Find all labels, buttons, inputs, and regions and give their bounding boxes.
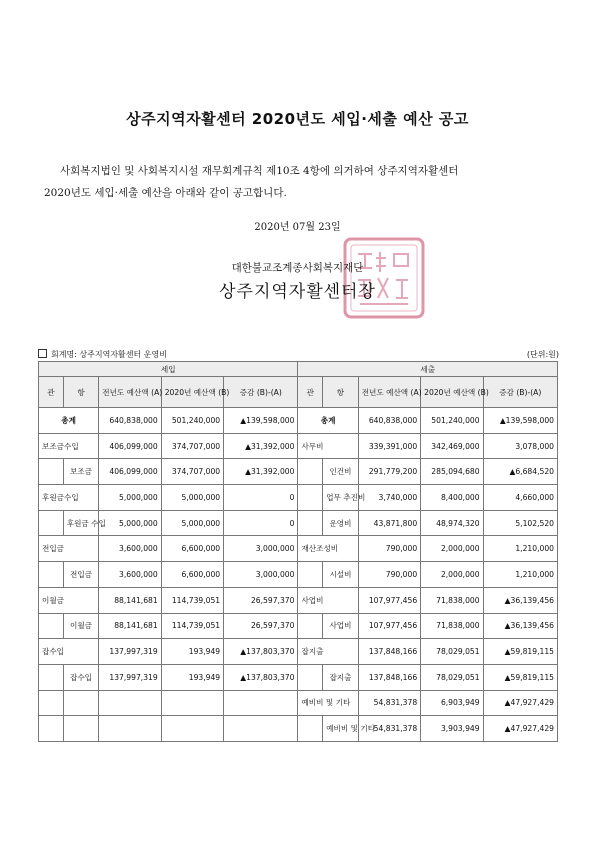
table-row (39, 716, 558, 742)
budget-table (38, 361, 558, 742)
revenue-hang-cell: 보조금 (63, 459, 99, 485)
expenditure-change-cell: ▲47,927,429 (483, 690, 557, 716)
expenditure-header: 세출 (298, 362, 558, 377)
revenue-hang-cell: 전입금 (63, 562, 99, 588)
organization-name: 대한불교조계종사회복지재단 (231, 262, 364, 274)
expenditure-gwan-cell: 잡지출 (298, 639, 358, 665)
expenditure-budget-2020-cell: 342,469,000 (421, 433, 483, 459)
col-hang: 항 (63, 377, 99, 408)
expenditure-change-cell: ▲6,684,520 (483, 459, 557, 485)
table-row (39, 639, 558, 665)
col-gwan: 관 (298, 377, 323, 408)
expenditure-prev-budget-cell: 137,848,166 (358, 639, 420, 665)
col-prev-budget: 전년도 예산액 (A) (99, 377, 161, 408)
account-label: 회계명: 상주지역자활센터 운영비 (51, 350, 167, 359)
expenditure-gwan-cell (298, 459, 323, 485)
table-row (39, 485, 558, 511)
revenue-hang-cell: 후원금 수입 (63, 510, 99, 536)
revenue-prev-budget-cell: 88,141,681 (99, 587, 161, 613)
revenue-change-cell: 26,597,370 (224, 613, 298, 639)
revenue-prev-budget-cell: 640,838,000 (99, 408, 161, 434)
expenditure-hang-cell: 잡지출 (323, 664, 359, 690)
table-row (39, 587, 558, 613)
table-row (39, 510, 558, 536)
revenue-gwan-cell: 후원금수입 (39, 485, 99, 511)
expenditure-gwan-cell (298, 716, 323, 742)
table-row (39, 433, 558, 459)
expenditure-gwan-cell: 재산조성비 (298, 536, 358, 562)
expenditure-hang-cell: 운영비 (323, 510, 359, 536)
revenue-budget-2020-cell: 114,739,051 (161, 613, 223, 639)
expenditure-hang-cell: 업무 추진비 (323, 485, 359, 511)
expenditure-budget-2020-cell: 3,903,949 (421, 716, 483, 742)
expenditure-prev-budget-cell: 54,831,378 (358, 690, 420, 716)
revenue-gwan-cell (39, 459, 64, 485)
table-row (39, 459, 558, 485)
expenditure-prev-budget-cell: 54,831,378 (358, 716, 420, 742)
notice-line-2: 2020년도 세입·세출 예산을 아래와 같이 공고합니다. (44, 187, 287, 199)
expenditure-budget-2020-cell: 501,240,000 (421, 408, 483, 434)
revenue-budget-2020-cell: 5,000,000 (161, 485, 223, 511)
expenditure-prev-budget-cell: 43,871,800 (358, 510, 420, 536)
col-hang: 항 (323, 377, 359, 408)
expenditure-budget-2020-cell: 6,903,949 (421, 690, 483, 716)
expenditure-gwan-cell: 예비비 및 기타 (298, 690, 358, 716)
table-row (39, 664, 558, 690)
notice-date: 2020년 07월 23일 (254, 222, 341, 233)
revenue-budget-2020-cell: 6,600,000 (161, 536, 223, 562)
expenditure-prev-budget-cell: 107,977,456 (358, 587, 420, 613)
expenditure-prev-budget-cell: 107,977,456 (358, 613, 420, 639)
expenditure-prev-budget-cell: 3,740,000 (358, 485, 420, 511)
revenue-change-cell: ▲139,598,000 (224, 408, 298, 434)
page-title: 상주지역자활센터 2020년도 세입·세출 예산 공고 (126, 110, 469, 128)
col-gwan: 관 (39, 377, 64, 408)
table-row (39, 408, 558, 434)
revenue-change-cell: 3,000,000 (224, 562, 298, 588)
expenditure-prev-budget-cell: 790,000 (358, 562, 420, 588)
expenditure-gwan-cell: 사무비 (298, 433, 358, 459)
expenditure-gwan-cell (298, 613, 323, 639)
expenditure-prev-budget-cell: 291,779,200 (358, 459, 420, 485)
revenue-hang-cell: 이월금 (63, 613, 99, 639)
revenue-empty-cell (224, 716, 298, 742)
revenue-budget-2020-cell: 374,707,000 (161, 459, 223, 485)
revenue-change-cell: 3,000,000 (224, 536, 298, 562)
revenue-empty-cell (39, 716, 64, 742)
expenditure-gwan-cell (298, 485, 323, 511)
revenue-prev-budget-cell: 3,600,000 (99, 536, 161, 562)
expenditure-gwan-cell (298, 510, 323, 536)
revenue-change-cell: ▲137,803,370 (224, 664, 298, 690)
revenue-change-cell: ▲31,392,000 (224, 433, 298, 459)
unit-label: (단위:원) (526, 350, 559, 359)
expenditure-change-cell: ▲47,927,429 (483, 716, 557, 742)
revenue-budget-2020-cell: 374,707,000 (161, 433, 223, 459)
expenditure-change-cell: 1,210,000 (483, 562, 557, 588)
revenue-prev-budget-cell: 406,099,000 (99, 459, 161, 485)
expenditure-prev-budget-cell: 790,000 (358, 536, 420, 562)
revenue-prev-budget-cell: 406,099,000 (99, 433, 161, 459)
revenue-empty-cell (39, 690, 64, 716)
expenditure-budget-2020-cell: 285,094,680 (421, 459, 483, 485)
revenue-hang-cell: 잡수입 (63, 664, 99, 690)
account-name (38, 349, 167, 360)
revenue-empty-cell (161, 690, 223, 716)
expenditure-change-cell: ▲36,139,456 (483, 613, 557, 639)
center-head-title: 상주지역자활센터장 (219, 282, 376, 302)
expenditure-gwan-cell: 사업비 (298, 587, 358, 613)
revenue-empty-cell (99, 716, 161, 742)
revenue-gwan-cell (39, 664, 64, 690)
col-change: 증감 (B)-(A) (483, 377, 557, 408)
col-change: 증감 (B)-(A) (224, 377, 298, 408)
expenditure-budget-2020-cell: 8,400,000 (421, 485, 483, 511)
revenue-budget-2020-cell: 5,000,000 (161, 510, 223, 536)
expenditure-budget-2020-cell: 2,000,000 (421, 562, 483, 588)
expenditure-hang-cell: 인건비 (323, 459, 359, 485)
table-row (39, 536, 558, 562)
revenue-empty-cell (224, 690, 298, 716)
revenue-gwan-cell: 전입금 (39, 536, 99, 562)
revenue-change-cell: 26,597,370 (224, 587, 298, 613)
revenue-gwan-cell: 보조금수입 (39, 433, 99, 459)
revenue-empty-cell (161, 716, 223, 742)
revenue-prev-budget-cell: 137,997,319 (99, 664, 161, 690)
expenditure-gwan-cell (298, 664, 323, 690)
expenditure-budget-2020-cell: 78,029,051 (421, 664, 483, 690)
revenue-change-cell: ▲137,803,370 (224, 639, 298, 665)
revenue-empty-cell (63, 716, 99, 742)
revenue-budget-2020-cell: 501,240,000 (161, 408, 223, 434)
expenditure-budget-2020-cell: 71,838,000 (421, 613, 483, 639)
revenue-gwan-cell (39, 562, 64, 588)
revenue-gwan-cell: 이월금 (39, 587, 99, 613)
expenditure-change-cell: ▲36,139,456 (483, 587, 557, 613)
expenditure-prev-budget-cell: 640,838,000 (358, 408, 420, 434)
notice-line-1: 사회복지법인 및 사회복지시설 재무회계규칙 제10조 4항에 의거하여 상주지역자활센터 (60, 165, 459, 177)
table-row (39, 613, 558, 639)
expenditure-change-cell: ▲59,819,115 (483, 664, 557, 690)
expenditure-hang-cell: 예비비 및 기타 (323, 716, 359, 742)
revenue-prev-budget-cell: 5,000,000 (99, 510, 161, 536)
expenditure-budget-2020-cell: 71,838,000 (421, 587, 483, 613)
revenue-budget-2020-cell: 6,600,000 (161, 562, 223, 588)
revenue-budget-2020-cell: 193,949 (161, 639, 223, 665)
table-row (39, 562, 558, 588)
col-prev-budget: 전년도 예산액 (A) (358, 377, 420, 408)
revenue-change-cell: 0 (224, 510, 298, 536)
revenue-empty-cell (99, 690, 161, 716)
checkbox-icon (38, 349, 47, 358)
expenditure-budget-2020-cell: 78,029,051 (421, 639, 483, 665)
expenditure-hang-cell: 시설비 (323, 562, 359, 588)
revenue-gwan-cell (39, 510, 64, 536)
revenue-prev-budget-cell: 5,000,000 (99, 485, 161, 511)
revenue-change-cell: ▲31,392,000 (224, 459, 298, 485)
expenditure-budget-2020-cell: 48,974,320 (421, 510, 483, 536)
revenue-gwan-cell: 총계 (39, 408, 99, 434)
expenditure-gwan-cell (298, 562, 323, 588)
table-column-header (39, 377, 558, 408)
table-section-header (39, 362, 558, 377)
expenditure-gwan-cell: 총계 (298, 408, 358, 434)
revenue-gwan-cell (39, 613, 64, 639)
expenditure-change-cell: ▲139,598,000 (483, 408, 557, 434)
expenditure-change-cell: 4,660,000 (483, 485, 557, 511)
revenue-budget-2020-cell: 193,949 (161, 664, 223, 690)
notice-body (44, 160, 564, 204)
expenditure-prev-budget-cell: 137,848,166 (358, 664, 420, 690)
revenue-header: 세입 (39, 362, 298, 377)
revenue-empty-cell (63, 690, 99, 716)
expenditure-budget-2020-cell: 2,000,000 (421, 536, 483, 562)
revenue-prev-budget-cell: 137,997,319 (99, 639, 161, 665)
revenue-budget-2020-cell: 114,739,051 (161, 587, 223, 613)
expenditure-hang-cell: 사업비 (323, 613, 359, 639)
expenditure-change-cell: 3,078,000 (483, 433, 557, 459)
revenue-gwan-cell: 잡수입 (39, 639, 99, 665)
revenue-change-cell: 0 (224, 485, 298, 511)
revenue-prev-budget-cell: 3,600,000 (99, 562, 161, 588)
table-row (39, 690, 558, 716)
revenue-prev-budget-cell: 88,141,681 (99, 613, 161, 639)
col-budget-2020: 2020년 예산액 (B) (161, 377, 223, 408)
expenditure-change-cell: ▲59,819,115 (483, 639, 557, 665)
expenditure-change-cell: 1,210,000 (483, 536, 557, 562)
col-budget-2020: 2020년 예산액 (B) (421, 377, 483, 408)
expenditure-change-cell: 5,102,520 (483, 510, 557, 536)
expenditure-prev-budget-cell: 339,391,000 (358, 433, 420, 459)
